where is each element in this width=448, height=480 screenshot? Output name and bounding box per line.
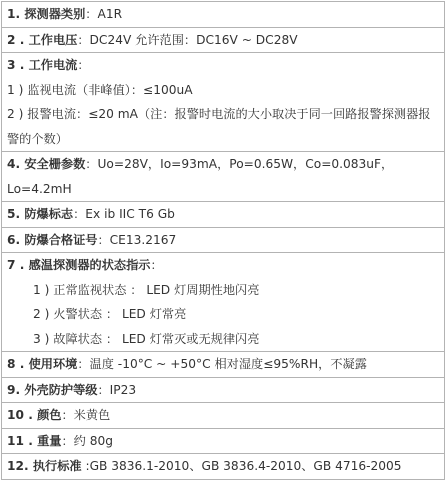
spec-label: 5. 防爆标志 xyxy=(7,207,74,221)
spec-row-explosion-mark xyxy=(2,202,444,228)
spec-label: 7 . 感温探测器的状态指示 xyxy=(7,258,151,272)
spec-separator: ： xyxy=(85,157,98,171)
spec-row-barrier-params xyxy=(2,152,444,202)
spec-subline: 3 ) 故障状态 ： LED 灯常灭或无规律闪亮 xyxy=(33,331,260,346)
spec-row-weight xyxy=(2,429,444,455)
spec-separator: ： xyxy=(73,207,86,221)
spec-value: GB 3836.1-2010、GB 3836.4-2010、GB 4716-2005 xyxy=(89,459,402,473)
spec-label: 1. 探测器类别 xyxy=(7,7,86,21)
spec-label: 4. 安全栅参数 xyxy=(7,157,86,171)
spec-separator: ： xyxy=(61,433,74,448)
spec-value: IP23 xyxy=(109,382,137,397)
spec-separator: ： xyxy=(97,232,110,247)
spec-value: 温度 -10°C ~ +50°C 相对湿度≤95%RH，不凝露 xyxy=(89,357,367,371)
spec-label: 11 . 重量 xyxy=(7,433,62,448)
spec-label: 9. 外壳防护等级 xyxy=(7,382,98,397)
spec-value: 约 80g xyxy=(73,433,113,448)
spec-label: 12. 执行标准 xyxy=(7,459,82,473)
spec-value: Ex ib IIC T6 Gb xyxy=(85,207,175,221)
spec-row-ip-rating xyxy=(2,378,444,404)
spec-row-environment xyxy=(2,352,444,378)
spec-separator: ： xyxy=(77,58,90,72)
spec-row-detector-type xyxy=(2,2,444,28)
spec-label: 2 . 工作电压 xyxy=(7,32,78,47)
spec-value: 米黄色 xyxy=(73,408,111,422)
spec-separator: ： xyxy=(85,7,98,21)
spec-subline: 1 ) 监视电流（非峰值）：≤100uA xyxy=(7,82,193,97)
spec-row-standard xyxy=(2,454,444,480)
spec-separator: ： xyxy=(97,382,110,397)
spec-label: 10 . 颜色 xyxy=(7,408,62,422)
spec-subline: 1 ) 正常监视状态 ： LED 灯周期性地闪亮 xyxy=(33,282,260,297)
spec-label: 3 . 工作电流 xyxy=(7,58,78,72)
spec-label: 6. 防爆合格证号 xyxy=(7,232,98,247)
spec-label: 8 . 使用环境 xyxy=(7,357,78,371)
spec-separator: : xyxy=(81,459,90,473)
spec-value: DC24V 允许范围：DC16V ~ DC28V xyxy=(89,32,298,47)
spec-row-working-voltage xyxy=(2,28,444,54)
spec-value: CE13.2167 xyxy=(109,232,177,247)
spec-value: Uo=28V，Io=93mA，Po=0.65W，Co=0.083uF，Lo=4.2mH xyxy=(7,157,394,196)
spec-table xyxy=(1,1,445,480)
spec-separator: ： xyxy=(150,258,163,272)
spec-separator: ： xyxy=(61,408,74,422)
spec-value: A1R xyxy=(97,7,123,21)
spec-separator: ： xyxy=(77,357,90,371)
spec-row-certificate-no xyxy=(2,228,444,254)
spec-row-status-indication xyxy=(2,253,444,352)
spec-row-color xyxy=(2,403,444,429)
spec-row-working-current xyxy=(2,53,444,152)
spec-separator: ： xyxy=(77,32,90,47)
spec-subline: 2 ) 火警状态 ： LED 灯常亮 xyxy=(33,307,187,321)
spec-subline: 2 ) 报警电流：≤20 mA（注：报警时电流的大小取决于同一回路报警探测器报警的个数） xyxy=(7,107,431,146)
